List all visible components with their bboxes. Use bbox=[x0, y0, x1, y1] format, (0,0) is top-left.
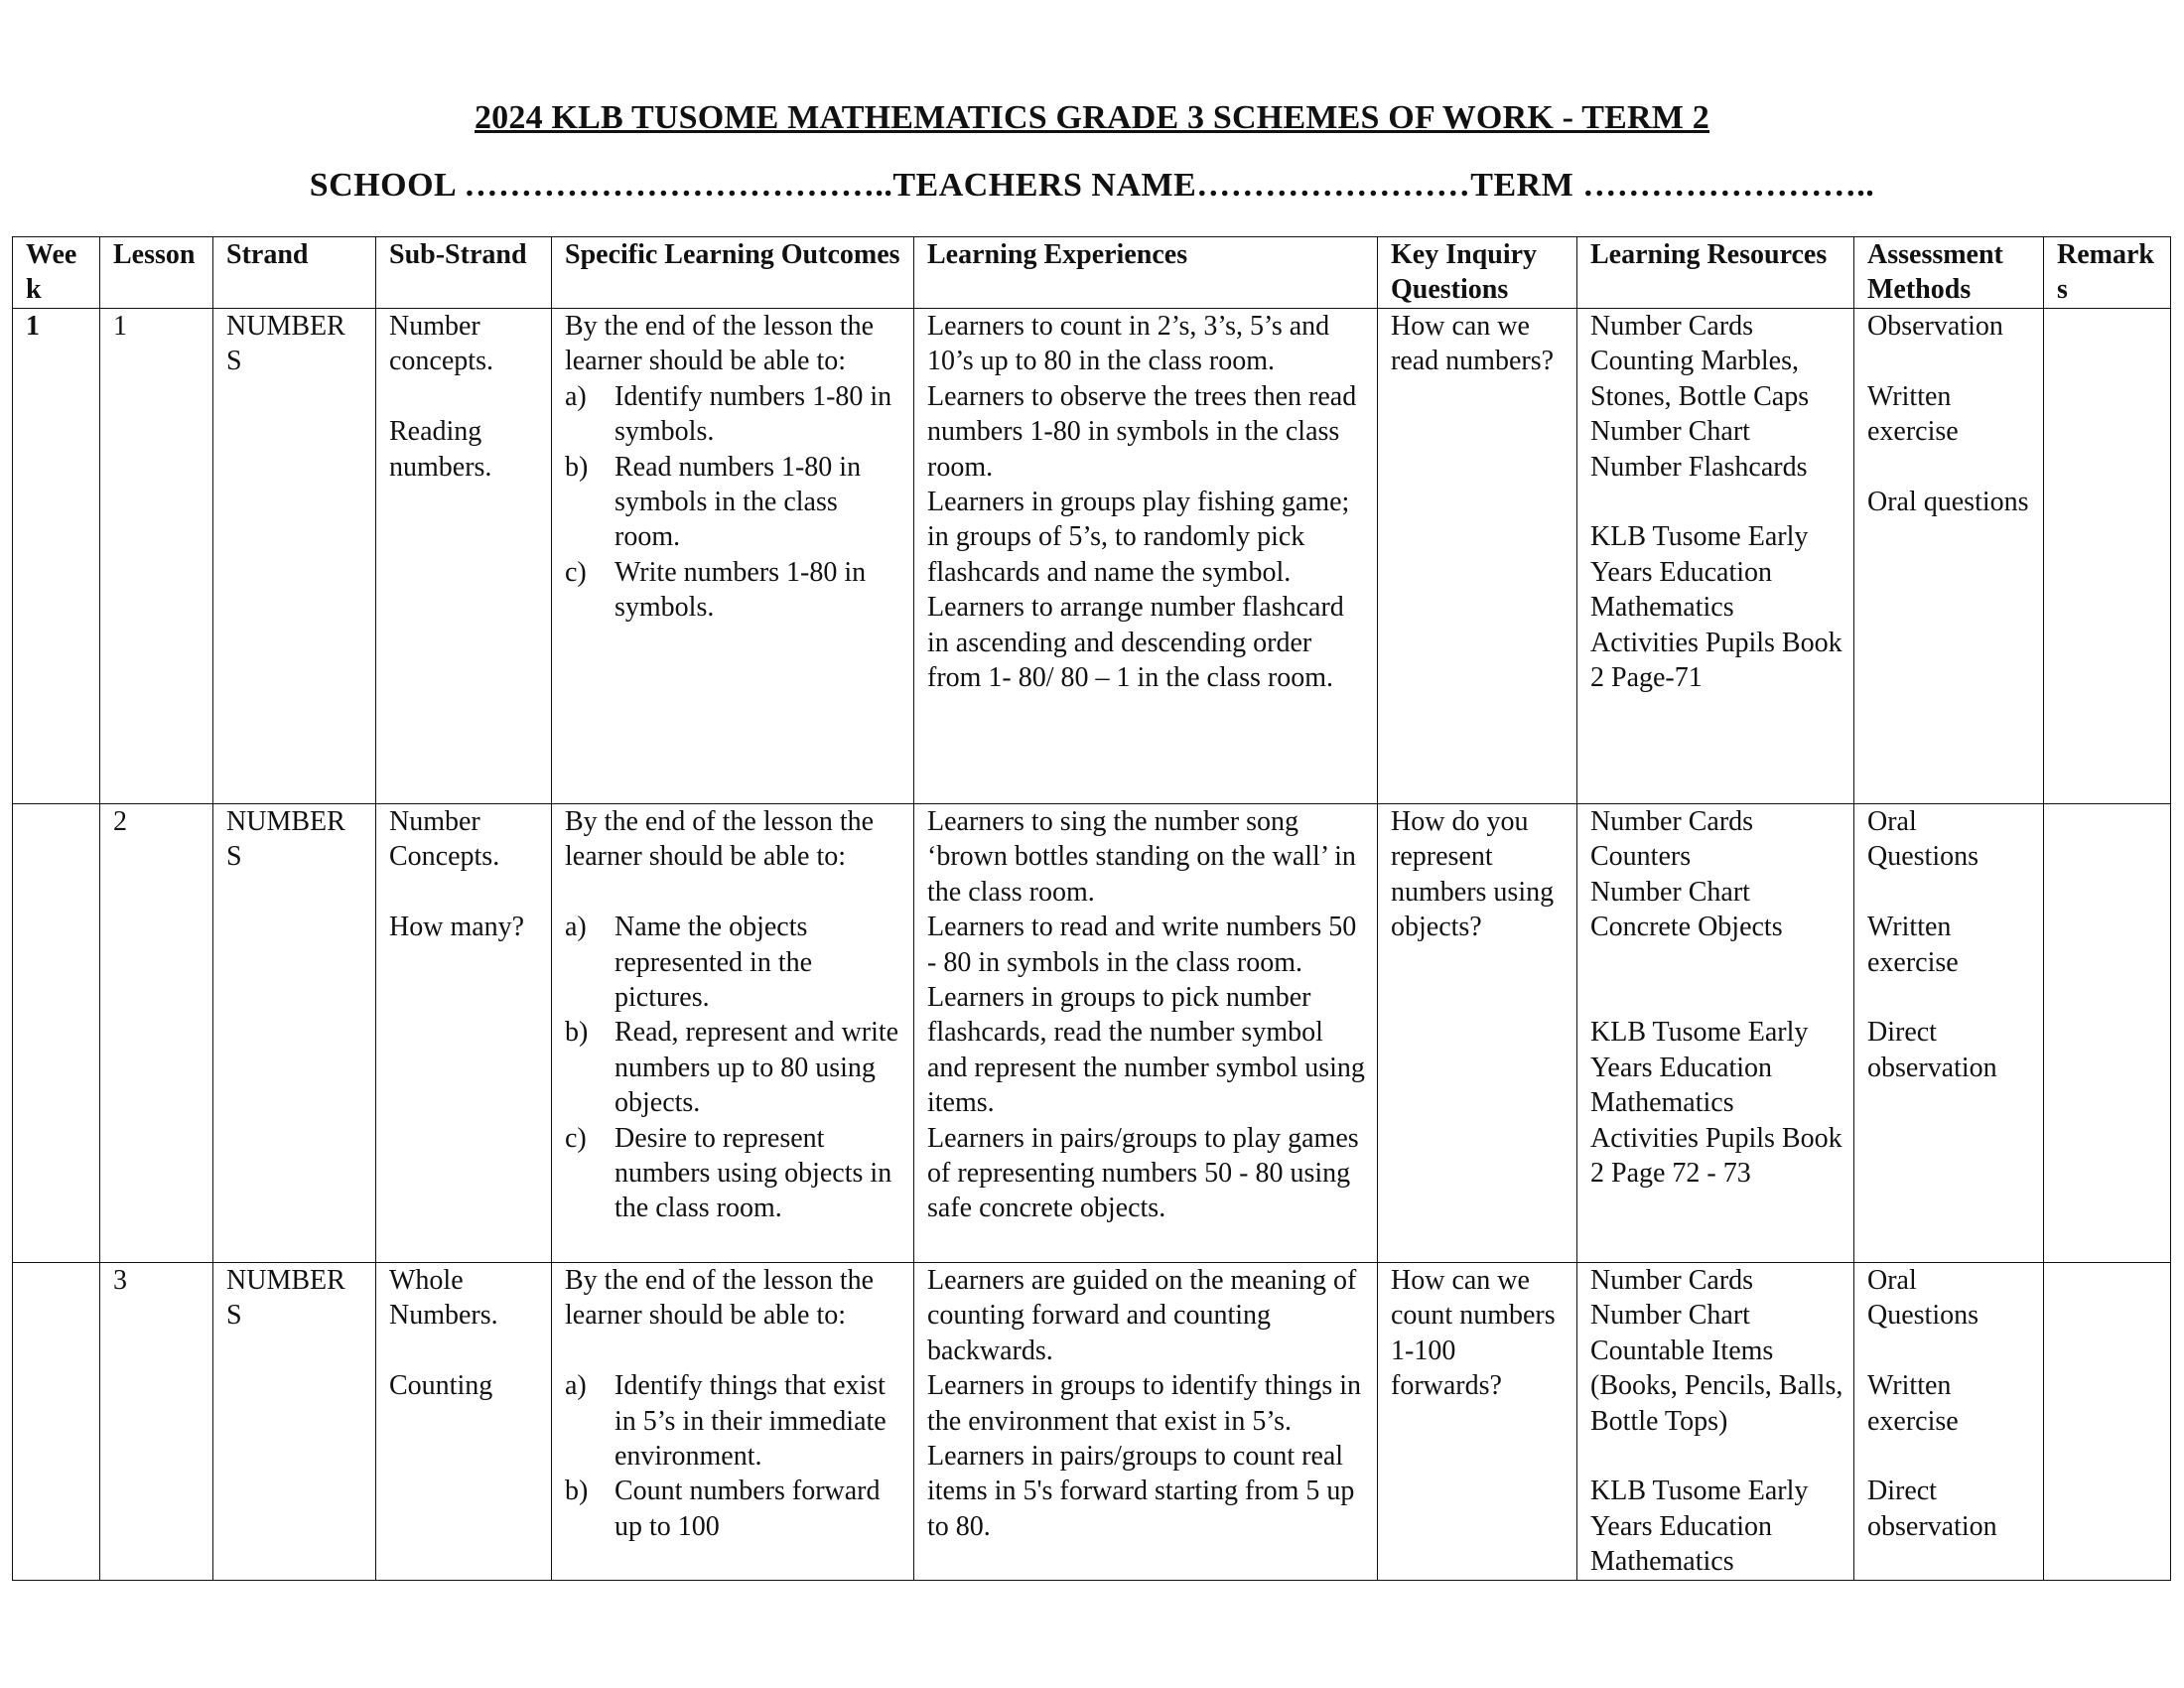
remarks-cell bbox=[2044, 309, 2171, 804]
assessment-item: Oral Questions bbox=[1867, 1265, 1979, 1332]
resource-item: Counting Marbles, Stones, Bottle Caps bbox=[1590, 346, 1810, 412]
week-cell bbox=[13, 1263, 100, 1581]
lesson-cell: 3 bbox=[100, 1263, 213, 1581]
school-teacher-term-line: SCHOOL ………………………………..TEACHERS NAME……………………TERM …………………….. bbox=[309, 167, 1875, 204]
header-remarks: Remark s bbox=[2044, 237, 2171, 309]
header-key-inquiry-questions: Key Inquiry Questions bbox=[1378, 237, 1577, 309]
sub-strand-main: Number concepts. bbox=[389, 311, 493, 377]
assessment-item: Observation bbox=[1867, 311, 2003, 342]
resource-item: Concrete Objects bbox=[1590, 912, 1783, 943]
experience-item: Learners in groups play fishing game; in groups of 5’s, to randomly pick flashcards and name the symbol. bbox=[927, 487, 1350, 588]
slo-intro: By the end of the lesson the learner should be able to: bbox=[565, 1265, 875, 1332]
week-cell: 1 bbox=[13, 309, 100, 804]
slo-list bbox=[565, 379, 904, 626]
sub-strand-cell bbox=[376, 309, 552, 804]
table-row bbox=[13, 1263, 2171, 1581]
textbook-reference: KLB Tusome Early Years Education Mathematics Activities Pupils Book 2 Page-71 bbox=[1590, 521, 1843, 694]
sub-strand-main: Number Concepts. bbox=[389, 806, 500, 873]
assessment-item: Direct observation bbox=[1867, 1017, 1997, 1083]
learning-experiences-cell bbox=[914, 309, 1378, 804]
experience-item: Learners to arrange number flashcard in ascending and descending order from 1- 80/ 80 – 1 in the class room. bbox=[927, 592, 1344, 694]
sub-strand-topic: How many? bbox=[389, 912, 525, 943]
experience-item: Learners in groups to pick number flashcards, read the number symbol and represent the number symbol using items. bbox=[927, 982, 1365, 1119]
assessment-item: Written exercise bbox=[1867, 912, 1959, 978]
slo-list bbox=[565, 1368, 904, 1544]
key-inquiry-cell: How do you represent numbers using objects? bbox=[1378, 804, 1577, 1263]
resource-item: Counters bbox=[1590, 841, 1692, 873]
assessment-item: Oral questions bbox=[1867, 487, 2029, 517]
sub-strand-topic: Counting bbox=[389, 1370, 493, 1402]
learning-resources-cell bbox=[1577, 804, 1854, 1263]
resource-item: Number Flashcards bbox=[1590, 451, 1808, 483]
header-lesson: Lesson bbox=[100, 237, 213, 309]
strand-cell: NUMBER S bbox=[213, 804, 376, 1263]
lesson-cell: 1 bbox=[100, 309, 213, 804]
resource-item: Number Chart bbox=[1590, 416, 1750, 448]
experience-item: Learners to read and write numbers 50 - 80 in symbols in the class room. bbox=[927, 912, 1357, 978]
table-row bbox=[13, 309, 2171, 804]
remarks-cell bbox=[2044, 804, 2171, 1263]
slo-cell bbox=[552, 1263, 914, 1581]
resource-item: Number Chart bbox=[1590, 876, 1750, 908]
assessment-item: Direct observation bbox=[1867, 1476, 1997, 1542]
key-inquiry-cell: How can we read numbers? bbox=[1378, 309, 1577, 804]
header-strand: Strand bbox=[213, 237, 376, 309]
learning-experiences-cell bbox=[914, 804, 1378, 1263]
assessment-item: Written exercise bbox=[1867, 380, 1959, 448]
remarks-cell bbox=[2044, 1263, 2171, 1581]
slo-item: a) Identify numbers 1-80 in symbols. bbox=[565, 380, 892, 448]
key-inquiry-cell: How can we count numbers 1-100 forwards? bbox=[1378, 1263, 1577, 1581]
learning-resources-cell bbox=[1577, 309, 1854, 804]
slo-item: a) Name the objects represented in the pictures. bbox=[565, 912, 813, 1014]
slo-list bbox=[565, 910, 904, 1226]
resource-item: Number Chart bbox=[1590, 1300, 1750, 1332]
assessment-item: Oral Questions bbox=[1867, 806, 1979, 873]
sub-strand-main: Whole Numbers. bbox=[389, 1265, 498, 1332]
document-title: 2024 KLB TUSOME MATHEMATICS GRADE 3 SCHEMES OF WORK - TERM 2 bbox=[474, 99, 1709, 136]
slo-cell bbox=[552, 804, 914, 1263]
sub-strand-cell bbox=[376, 804, 552, 1263]
slo-cell bbox=[552, 309, 914, 804]
experience-item: Learners in groups to identify things in the environment that exist in 5’s. bbox=[927, 1370, 1362, 1437]
header-sub-strand: Sub-Strand bbox=[376, 237, 552, 309]
header-assessment-methods: Assessment Methods bbox=[1854, 237, 2044, 309]
header-specific-learning-outcomes: Specific Learning Outcomes bbox=[552, 237, 914, 309]
slo-item: a) Identify things that exist in 5’s in their immediate environment. bbox=[565, 1370, 887, 1473]
sub-strand-cell bbox=[376, 1263, 552, 1581]
lesson-cell: 2 bbox=[100, 804, 213, 1263]
resource-item: Number Cards bbox=[1590, 1265, 1754, 1296]
resource-item: Countable Items (Books, Pencils, Balls, Bottle Tops) bbox=[1590, 1335, 1843, 1437]
assessment-item: Written exercise bbox=[1867, 1370, 1959, 1437]
experience-item: Learners to count in 2’s, 3’s, 5’s and 10’s up to 80 in the class room. bbox=[927, 311, 1330, 377]
slo-intro: By the end of the lesson the learner should be able to: bbox=[565, 311, 875, 377]
strand-cell: NUMBER S bbox=[213, 309, 376, 804]
learning-resources-cell bbox=[1577, 1263, 1854, 1581]
strand-cell: NUMBER S bbox=[213, 1263, 376, 1581]
schemes-of-work-table bbox=[12, 236, 2171, 1581]
slo-item: b) Read numbers 1-80 in symbols in the class room. bbox=[565, 451, 862, 553]
sub-strand-topic: Reading numbers. bbox=[389, 416, 492, 483]
header-learning-resources: Learning Resources bbox=[1577, 237, 1854, 309]
experience-item: Learners to sing the number song ‘brown bottles standing on the wall’ in the class room. bbox=[927, 806, 1356, 908]
slo-item: b) Read, represent and write numbers up to 80 using objects. bbox=[565, 1017, 899, 1119]
assessment-cell bbox=[1854, 309, 2044, 804]
table-header-row bbox=[13, 237, 2171, 309]
textbook-reference: KLB Tusome Early Years Education Mathematics bbox=[1590, 1476, 1809, 1578]
experience-item: Learners to observe the trees then read numbers 1-80 in symbols in the class room. bbox=[927, 380, 1357, 483]
table-row bbox=[13, 804, 2171, 1263]
experience-item: Learners in pairs/groups to count real items in 5's forward starting from 5 up to 80. bbox=[927, 1441, 1355, 1542]
slo-item: c) Write numbers 1-80 in symbols. bbox=[565, 556, 867, 624]
experience-item: Learners in pairs/groups to play games of representing numbers 50 - 80 using safe concrete objects. bbox=[927, 1122, 1359, 1224]
assessment-cell bbox=[1854, 804, 2044, 1263]
header-week: Wee k bbox=[13, 237, 100, 309]
slo-item: c) Desire to represent numbers using objects in the class room. bbox=[565, 1122, 892, 1224]
slo-item: b) Count numbers forward up to 100 bbox=[565, 1476, 881, 1542]
slo-intro: By the end of the lesson the learner should be able to: bbox=[565, 806, 875, 873]
experience-item: Learners are guided on the meaning of counting forward and counting backwards. bbox=[927, 1265, 1357, 1366]
resource-item: Number Cards bbox=[1590, 806, 1754, 837]
learning-experiences-cell bbox=[914, 1263, 1378, 1581]
header-learning-experiences: Learning Experiences bbox=[914, 237, 1378, 309]
week-cell bbox=[13, 804, 100, 1263]
textbook-reference: KLB Tusome Early Years Education Mathematics Activities Pupils Book 2 Page 72 - 73 bbox=[1590, 1017, 1843, 1190]
assessment-cell bbox=[1854, 1263, 2044, 1581]
resource-item: Number Cards bbox=[1590, 311, 1754, 342]
